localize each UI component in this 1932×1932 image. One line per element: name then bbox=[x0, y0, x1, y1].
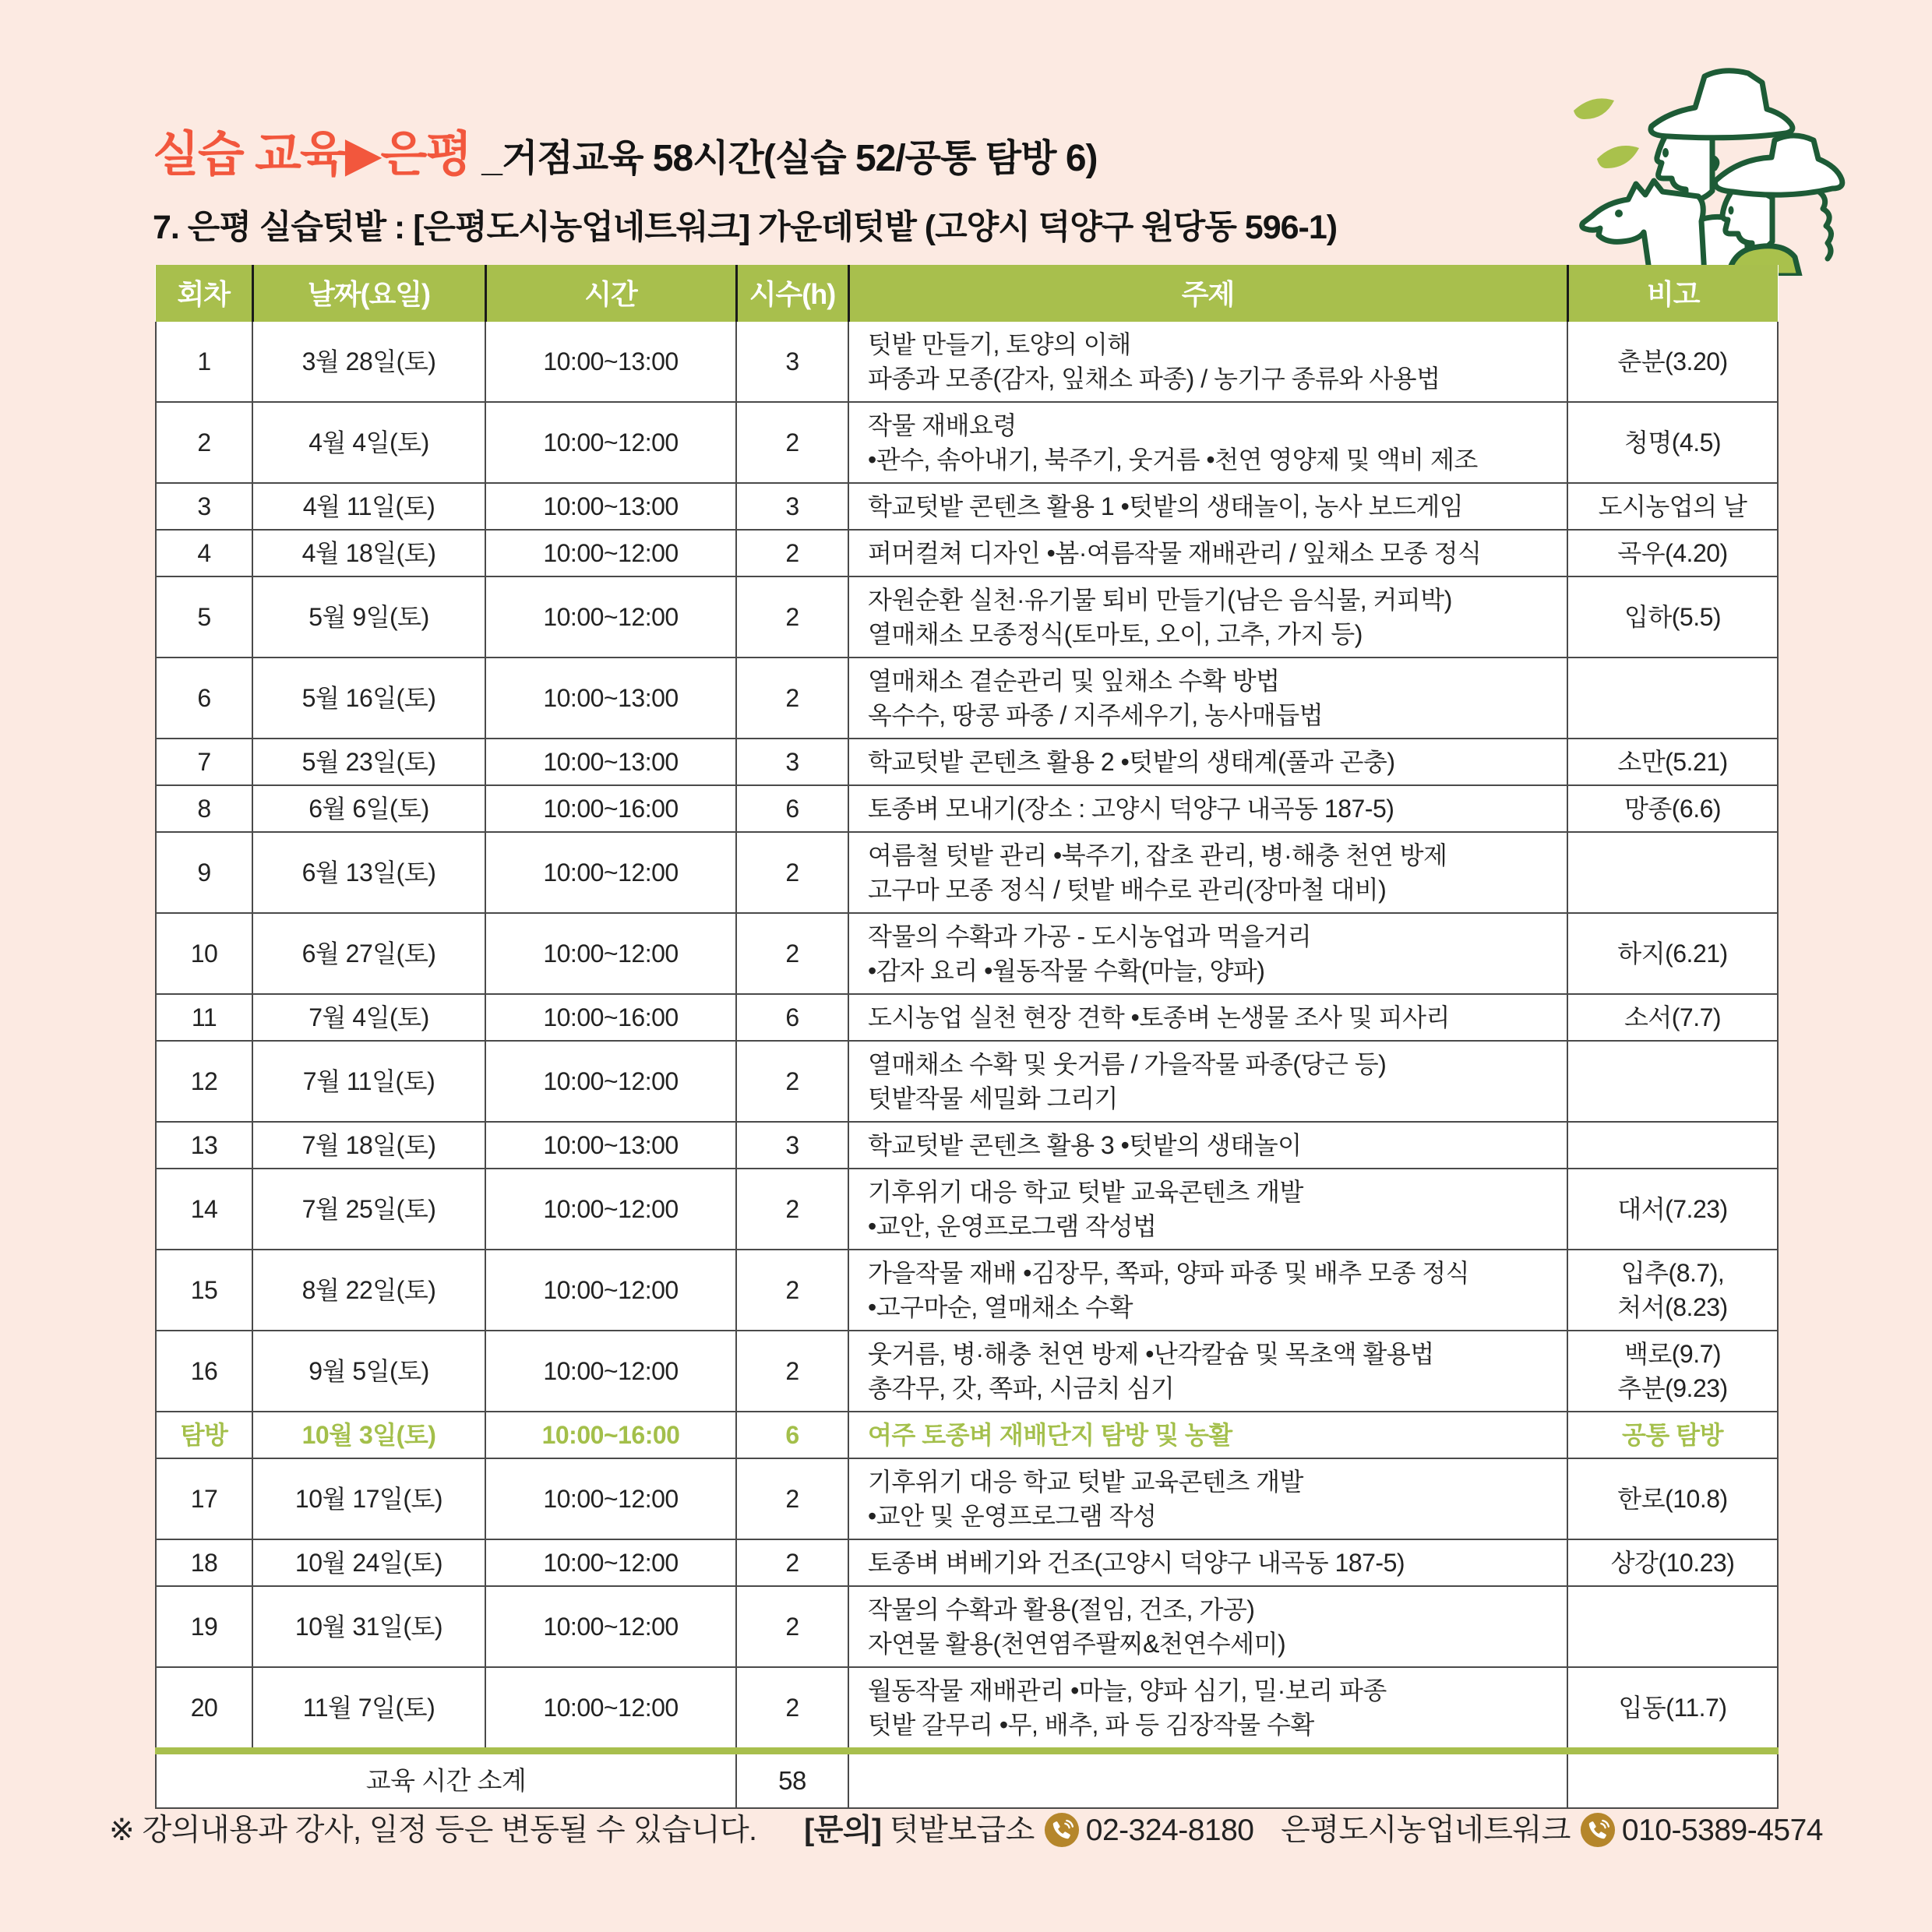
session-note-cell bbox=[1567, 1412, 1778, 1458]
topic-line: 토종벼 벼베기와 건조(고양시 덕양구 내곡동 187-5) bbox=[868, 1549, 1405, 1577]
topic-line: 토종벼 모내기(장소 : 고양시 덕양구 내곡동 187-5) bbox=[868, 795, 1394, 823]
header-session: 회차 bbox=[156, 265, 252, 322]
session-note-cell bbox=[1567, 530, 1778, 576]
session-topic-cell bbox=[848, 1331, 1567, 1412]
table-row bbox=[156, 1331, 1778, 1412]
footer-contact1-name: 텃밭보급소 bbox=[889, 1814, 1035, 1847]
session-time-cell: 10:00~12:00 bbox=[485, 1250, 736, 1331]
topic-line: 열매채소 수확 및 웃거름 / 가을작물 파종(당근 등) bbox=[868, 1050, 1387, 1078]
topic-line: 학교텃밭 콘텐츠 활용 3 •텃밭의 생태놀이 bbox=[868, 1131, 1302, 1159]
session-note-cell bbox=[1567, 322, 1778, 402]
topic-line: •교안, 운영프로그램 작성법 bbox=[868, 1212, 1157, 1240]
session-number-cell: 3 bbox=[156, 483, 252, 530]
session-note-cell bbox=[1567, 1169, 1778, 1250]
schedule-table-wrap bbox=[155, 265, 1777, 1809]
session-hours-cell: 2 bbox=[736, 1586, 848, 1667]
session-number-cell: 16 bbox=[156, 1331, 252, 1412]
session-number-cell: 20 bbox=[156, 1667, 252, 1751]
session-topic-cell bbox=[848, 1250, 1567, 1331]
topic-line: 월동작물 재배관리 •마늘, 양파 심기, 밀·보리 파종 bbox=[868, 1676, 1387, 1705]
session-time-cell: 10:00~12:00 bbox=[485, 1331, 736, 1412]
session-note-cell bbox=[1567, 1122, 1778, 1169]
session-date-cell: 3월 28일(토) bbox=[252, 322, 485, 402]
phone-icon bbox=[1044, 1812, 1080, 1848]
session-time-cell: 10:00~12:00 bbox=[485, 402, 736, 483]
topic-line: 웃거름, 병·해충 천연 방제 •난각칼슘 및 목초액 활용법 bbox=[868, 1340, 1434, 1368]
session-time-cell: 10:00~12:00 bbox=[485, 1169, 736, 1250]
session-hours-cell: 6 bbox=[736, 1412, 848, 1458]
session-time-cell: 10:00~12:00 bbox=[485, 1539, 736, 1586]
session-time-cell: 10:00~12:00 bbox=[485, 1041, 736, 1122]
page-title-highlight: 실습 교육▶은평 bbox=[153, 128, 471, 182]
session-topic-cell bbox=[848, 1539, 1567, 1586]
note-line: 추분(9.23) bbox=[1617, 1374, 1728, 1402]
table-row bbox=[156, 1041, 1778, 1122]
session-note-cell bbox=[1567, 402, 1778, 483]
table-row bbox=[156, 913, 1778, 994]
table-row-highlight bbox=[156, 1412, 1778, 1458]
header-topic: 주제 bbox=[848, 265, 1567, 322]
topic-line: 열매채소 모종정식(토마토, 오이, 고추, 가지 등) bbox=[868, 620, 1363, 648]
session-date-cell: 10월 24일(토) bbox=[252, 1539, 485, 1586]
page-subtitle: 7. 은평 실습텃밭 : [은평도시농업네트워크] 가운데텃밭 (고양시 덕양구 원당동 596-1) bbox=[153, 209, 1338, 246]
topic-line: •관수, 솎아내기, 북주기, 웃거름 •천연 영양제 및 액비 제조 bbox=[868, 446, 1478, 474]
session-note-cell bbox=[1567, 739, 1778, 785]
session-date-cell: 6월 6일(토) bbox=[252, 785, 485, 832]
dog-head bbox=[1582, 181, 1705, 276]
woman-hat bbox=[1715, 136, 1842, 195]
summary-row bbox=[156, 1751, 1778, 1809]
session-topic-cell bbox=[848, 322, 1567, 402]
session-date-cell: 6월 13일(토) bbox=[252, 832, 485, 913]
session-note-cell bbox=[1567, 1458, 1778, 1539]
session-hours-cell: 2 bbox=[736, 1169, 848, 1250]
session-date-cell: 4월 4일(토) bbox=[252, 402, 485, 483]
table-row bbox=[156, 832, 1778, 913]
session-number-cell: 5 bbox=[156, 576, 252, 658]
session-topic-cell bbox=[848, 1667, 1567, 1751]
summary-label-cell: 교육 시간 소계 bbox=[156, 1751, 736, 1809]
session-note-cell bbox=[1567, 785, 1778, 832]
session-date-cell: 11월 7일(토) bbox=[252, 1667, 485, 1751]
session-number-cell: 7 bbox=[156, 739, 252, 785]
dog-eye bbox=[1615, 210, 1623, 217]
note-line: 소만(5.21) bbox=[1617, 748, 1728, 776]
session-topic-cell bbox=[848, 1169, 1567, 1250]
note-line: 입동(11.7) bbox=[1618, 1694, 1727, 1722]
session-hours-cell: 2 bbox=[736, 1250, 848, 1331]
session-time-cell: 10:00~16:00 bbox=[485, 785, 736, 832]
session-note-cell bbox=[1567, 1586, 1778, 1667]
topic-line: 도시농업 실천 현장 견학 •토종벼 논생물 조사 및 피사리 bbox=[868, 1003, 1450, 1031]
table-row bbox=[156, 1458, 1778, 1539]
session-hours-cell: 3 bbox=[736, 739, 848, 785]
session-topic-cell bbox=[848, 1412, 1567, 1458]
table-row bbox=[156, 1169, 1778, 1250]
session-time-cell: 10:00~16:00 bbox=[485, 994, 736, 1041]
session-note-cell bbox=[1567, 994, 1778, 1041]
session-hours-cell: 2 bbox=[736, 832, 848, 913]
session-time-cell: 10:00~12:00 bbox=[485, 1458, 736, 1539]
session-number-cell: 13 bbox=[156, 1122, 252, 1169]
topic-line: 텃밭 만들기, 토양의 이해 bbox=[868, 330, 1131, 358]
session-date-cell: 7월 11일(토) bbox=[252, 1041, 485, 1122]
note-line: 대서(7.23) bbox=[1617, 1195, 1728, 1223]
session-topic-cell bbox=[848, 994, 1567, 1041]
session-number-cell: 6 bbox=[156, 658, 252, 739]
note-line: 입추(8.7), bbox=[1620, 1259, 1725, 1287]
session-hours-cell: 2 bbox=[736, 1041, 848, 1122]
header-note: 비고 bbox=[1567, 265, 1778, 322]
table-row bbox=[156, 483, 1778, 530]
session-date-cell: 7월 4일(토) bbox=[252, 994, 485, 1041]
session-time-cell: 10:00~12:00 bbox=[485, 832, 736, 913]
session-time-cell: 10:00~12:00 bbox=[485, 576, 736, 658]
session-date-cell: 7월 18일(토) bbox=[252, 1122, 485, 1169]
topic-line: 열매채소 곁순관리 및 잎채소 수확 방법 bbox=[868, 667, 1280, 695]
session-date-cell: 10월 31일(토) bbox=[252, 1586, 485, 1667]
session-number-cell: 2 bbox=[156, 402, 252, 483]
session-hours-cell: 3 bbox=[736, 322, 848, 402]
session-hours-cell: 2 bbox=[736, 402, 848, 483]
table-row bbox=[156, 658, 1778, 739]
table-row bbox=[156, 1667, 1778, 1751]
phone-icon bbox=[1580, 1812, 1616, 1848]
session-time-cell: 10:00~12:00 bbox=[485, 913, 736, 994]
table-row bbox=[156, 402, 1778, 483]
session-topic-cell bbox=[848, 402, 1567, 483]
note-line: 도시농업의 날 bbox=[1598, 492, 1747, 520]
farmers-illustration bbox=[1550, 64, 1891, 276]
note-line: 소서(7.7) bbox=[1624, 1003, 1722, 1031]
table-row bbox=[156, 576, 1778, 658]
session-hours-cell: 2 bbox=[736, 1539, 848, 1586]
page-title-rest: _거점교육 58시간(실습 52/공통 탐방 6) bbox=[481, 138, 1098, 179]
topic-line: •감자 요리 •월동작물 수확(마늘, 양파) bbox=[868, 957, 1265, 985]
note-line: 하지(6.21) bbox=[1617, 940, 1728, 968]
topic-line: 텃밭작물 세밀화 그리기 bbox=[868, 1084, 1118, 1112]
session-topic-cell bbox=[848, 785, 1567, 832]
topic-line: 여주 토종벼 재배단지 탐방 및 농활 bbox=[868, 1421, 1232, 1449]
session-topic-cell bbox=[848, 913, 1567, 994]
session-note-cell bbox=[1567, 1250, 1778, 1331]
topic-line: 옥수수, 땅콩 파종 / 지주세우기, 농사매듭법 bbox=[868, 701, 1324, 729]
summary-hours-cell: 58 bbox=[736, 1751, 848, 1809]
topic-line: 작물의 수확과 활용(절임, 건조, 가공) bbox=[868, 1595, 1255, 1624]
session-number-cell: 4 bbox=[156, 530, 252, 576]
schedule-table-body bbox=[156, 322, 1778, 1808]
man-hat bbox=[1651, 71, 1793, 138]
session-hours-cell: 2 bbox=[736, 530, 848, 576]
topic-line: 작물 재배요령 bbox=[868, 411, 1017, 439]
session-note-cell bbox=[1567, 576, 1778, 658]
woman-braid bbox=[1817, 190, 1832, 259]
session-hours-cell: 2 bbox=[736, 1331, 848, 1412]
session-date-cell: 5월 9일(토) bbox=[252, 576, 485, 658]
session-number-cell: 18 bbox=[156, 1539, 252, 1586]
topic-line: •고구마순, 열매채소 수확 bbox=[868, 1293, 1133, 1321]
table-row bbox=[156, 1586, 1778, 1667]
session-topic-cell bbox=[848, 483, 1567, 530]
session-date-cell: 6월 27일(토) bbox=[252, 913, 485, 994]
session-topic-cell bbox=[848, 576, 1567, 658]
table-row bbox=[156, 994, 1778, 1041]
header-time: 시간 bbox=[485, 265, 736, 322]
topic-line: 퍼머컬쳐 디자인 •봄·여름작물 재배관리 / 잎채소 모종 정식 bbox=[868, 539, 1482, 567]
footer-contact2-name: 은평도시농업네트워크 bbox=[1281, 1814, 1571, 1847]
session-date-cell: 7월 25일(토) bbox=[252, 1169, 485, 1250]
session-number-cell: 8 bbox=[156, 785, 252, 832]
table-row bbox=[156, 785, 1778, 832]
header-date: 날짜(요일) bbox=[252, 265, 485, 322]
table-row bbox=[156, 739, 1778, 785]
session-hours-cell: 6 bbox=[736, 785, 848, 832]
footer-contact1-phone: 02-324-8180 bbox=[1085, 1814, 1254, 1847]
session-time-cell: 10:00~13:00 bbox=[485, 739, 736, 785]
session-time-cell: 10:00~13:00 bbox=[485, 322, 736, 402]
session-number-cell: 14 bbox=[156, 1169, 252, 1250]
session-topic-cell bbox=[848, 530, 1567, 576]
topic-line: 기후위기 대응 학교 텃밭 교육콘텐츠 개발 bbox=[868, 1178, 1303, 1206]
table-row bbox=[156, 530, 1778, 576]
session-date-cell: 5월 23일(토) bbox=[252, 739, 485, 785]
session-number-cell: 12 bbox=[156, 1041, 252, 1122]
woman-eye bbox=[1729, 206, 1734, 215]
topic-line: 고구마 모종 정식 / 텃밭 배수로 관리(장마철 대비) bbox=[868, 876, 1387, 904]
session-number-cell: 10 bbox=[156, 913, 252, 994]
session-date-cell: 8월 22일(토) bbox=[252, 1250, 485, 1331]
footer-contact2-phone: 010-5389-4574 bbox=[1621, 1814, 1823, 1847]
note-line: 망종(6.6) bbox=[1624, 795, 1722, 823]
session-time-cell: 10:00~12:00 bbox=[485, 1667, 736, 1751]
session-date-cell: 10월 3일(토) bbox=[252, 1412, 485, 1458]
header-hours: 시수(h) bbox=[736, 265, 848, 322]
footer-note: ※ 강의내용과 강사, 일정 등은 변동될 수 있습니다. bbox=[109, 1814, 757, 1847]
session-note-cell bbox=[1567, 832, 1778, 913]
session-topic-cell bbox=[848, 1586, 1567, 1667]
session-note-cell bbox=[1567, 658, 1778, 739]
summary-empty-note-cell bbox=[1567, 1751, 1778, 1809]
note-line: 곡우(4.20) bbox=[1617, 539, 1728, 567]
session-topic-cell bbox=[848, 1458, 1567, 1539]
session-note-cell bbox=[1567, 1539, 1778, 1586]
session-number-cell: 15 bbox=[156, 1250, 252, 1331]
footer-contact-label: [문의] bbox=[804, 1814, 882, 1847]
topic-line: 가을작물 재배 •김장무, 쪽파, 양파 파종 및 배추 모종 정식 bbox=[868, 1259, 1470, 1287]
topic-line: 총각무, 갓, 쪽파, 시금치 심기 bbox=[868, 1374, 1175, 1402]
session-hours-cell: 2 bbox=[736, 1667, 848, 1751]
note-line: 입하(5.5) bbox=[1624, 603, 1722, 631]
note-line: 춘분(3.20) bbox=[1617, 347, 1728, 375]
note-line: 청명(4.5) bbox=[1624, 428, 1722, 457]
page-title bbox=[153, 115, 1098, 185]
schedule-table-header bbox=[156, 265, 1778, 322]
session-date-cell: 9월 5일(토) bbox=[252, 1331, 485, 1412]
table-row bbox=[156, 1250, 1778, 1331]
session-time-cell: 10:00~12:00 bbox=[485, 530, 736, 576]
session-date-cell: 4월 11일(토) bbox=[252, 483, 485, 530]
session-number-cell: 17 bbox=[156, 1458, 252, 1539]
session-time-cell: 10:00~13:00 bbox=[485, 658, 736, 739]
note-line: 처서(8.23) bbox=[1617, 1293, 1728, 1321]
session-time-cell: 10:00~16:00 bbox=[485, 1412, 736, 1458]
table-row bbox=[156, 1539, 1778, 1586]
session-hours-cell: 6 bbox=[736, 994, 848, 1041]
man-eye bbox=[1662, 148, 1669, 157]
session-date-cell: 4월 18일(토) bbox=[252, 530, 485, 576]
session-hours-cell: 3 bbox=[736, 483, 848, 530]
note-line: 상강(10.23) bbox=[1610, 1549, 1735, 1577]
topic-line: 여름철 텃밭 관리 •북주기, 잡초 관리, 병·해충 천연 방제 bbox=[868, 841, 1447, 869]
session-note-cell bbox=[1567, 1041, 1778, 1122]
session-note-cell bbox=[1567, 483, 1778, 530]
topic-line: •교안 및 운영프로그램 작성 bbox=[868, 1502, 1157, 1530]
footer bbox=[0, 1806, 1932, 1849]
topic-line: 자연물 활용(천연염주팔찌&천연수세미) bbox=[868, 1630, 1286, 1658]
topic-line: 텃밭 갈무리 •무, 배추, 파 등 김장작물 수확 bbox=[868, 1711, 1314, 1739]
session-number-cell: 19 bbox=[156, 1586, 252, 1667]
session-topic-cell bbox=[848, 832, 1567, 913]
session-number-cell: 11 bbox=[156, 994, 252, 1041]
session-date-cell: 10월 17일(토) bbox=[252, 1458, 485, 1539]
topic-line: 기후위기 대응 학교 텃밭 교육콘텐츠 개발 bbox=[868, 1468, 1303, 1496]
session-time-cell: 10:00~13:00 bbox=[485, 483, 736, 530]
session-hours-cell: 2 bbox=[736, 1458, 848, 1539]
topic-line: 학교텃밭 콘텐츠 활용 1 •텃밭의 생태놀이, 농사 보드게임 bbox=[868, 492, 1464, 520]
note-line: 공통 탐방 bbox=[1621, 1421, 1724, 1449]
session-note-cell bbox=[1567, 913, 1778, 994]
session-number-cell: 1 bbox=[156, 322, 252, 402]
note-line: 백로(9.7) bbox=[1624, 1340, 1722, 1368]
session-hours-cell: 3 bbox=[736, 1122, 848, 1169]
leaf-icon bbox=[1574, 98, 1639, 168]
session-number-cell: 9 bbox=[156, 832, 252, 913]
session-topic-cell bbox=[848, 739, 1567, 785]
session-time-cell: 10:00~13:00 bbox=[485, 1122, 736, 1169]
session-topic-cell bbox=[848, 1041, 1567, 1122]
note-line: 한로(10.8) bbox=[1617, 1485, 1728, 1513]
session-topic-cell bbox=[848, 1122, 1567, 1169]
session-hours-cell: 2 bbox=[736, 576, 848, 658]
topic-line: 작물의 수확과 가공 - 도시농업과 먹을거리 bbox=[868, 922, 1312, 950]
session-date-cell: 5월 16일(토) bbox=[252, 658, 485, 739]
summary-empty-topic-cell bbox=[848, 1751, 1567, 1809]
session-number-cell: 탐방 bbox=[156, 1412, 252, 1458]
topic-line: 파종과 모종(감자, 잎채소 파종) / 농기구 종류와 사용법 bbox=[868, 365, 1440, 393]
table-row bbox=[156, 1122, 1778, 1169]
topic-line: 자원순환 실천·유기물 퇴비 만들기(남은 음식물, 커피박) bbox=[868, 586, 1452, 614]
session-time-cell: 10:00~12:00 bbox=[485, 1586, 736, 1667]
session-note-cell bbox=[1567, 1331, 1778, 1412]
topic-line: 학교텃밭 콘텐츠 활용 2 •텃밭의 생태계(풀과 곤충) bbox=[868, 748, 1395, 776]
table-row bbox=[156, 322, 1778, 402]
schedule-table bbox=[155, 265, 1779, 1809]
session-hours-cell: 2 bbox=[736, 658, 848, 739]
session-note-cell bbox=[1567, 1667, 1778, 1751]
session-topic-cell bbox=[848, 658, 1567, 739]
session-hours-cell: 2 bbox=[736, 913, 848, 994]
